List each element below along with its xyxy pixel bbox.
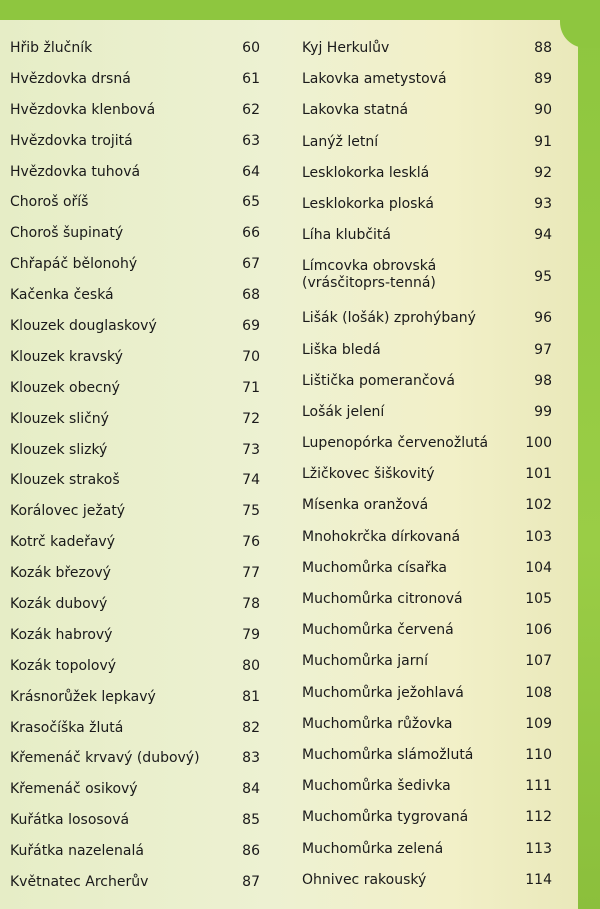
index-entry (10, 411, 260, 442)
entry-name: Líha klubčitá (302, 227, 392, 244)
index-entry (10, 225, 260, 256)
entry-page-number: 86 (242, 843, 260, 860)
entry-name: Lesklokorka lesklá (302, 164, 430, 181)
entry-page-number: 98 (534, 372, 552, 389)
entry-name: Lakovka statná (302, 102, 409, 119)
entry-name: Lžičkovec šiškovitý (302, 466, 435, 483)
entry-name: Choroš oříš (10, 194, 89, 211)
entry-name: Kačenka česká (10, 287, 114, 304)
entry-page-number: 69 (242, 318, 260, 335)
entry-name: Klouzek obecný (10, 379, 120, 396)
index-entry (10, 565, 260, 596)
index-entry (10, 318, 260, 349)
index-entry (10, 349, 260, 380)
index-entry (10, 442, 260, 473)
entry-name: Kozák dubový (10, 596, 108, 613)
entry-name: Mnohokrčka dírkovaná (302, 528, 461, 545)
index-entry (10, 503, 260, 534)
index-entry (302, 591, 552, 622)
index-entry (10, 380, 260, 411)
index-entry (10, 256, 260, 287)
entry-page-number: 77 (242, 565, 260, 582)
entry-page-number: 106 (525, 622, 552, 639)
index-entry (302, 40, 552, 71)
entry-name: Muchomůrka slámožlutá (302, 746, 474, 763)
entry-page-number: 71 (242, 379, 260, 396)
entry-name: Klouzek sličný (10, 410, 109, 427)
entry-page-number: 73 (242, 441, 260, 458)
entry-page-number: 74 (242, 472, 260, 489)
index-entry (302, 497, 552, 528)
entry-name: Klouzek kravský (10, 348, 123, 365)
index-entry (302, 685, 552, 716)
entry-name: Hvězdovka trojitá (10, 132, 133, 149)
entry-name: Klouzek slizký (10, 441, 108, 458)
entry-page-number: 114 (525, 871, 552, 888)
right-green-band (578, 0, 600, 909)
index-entry (10, 164, 260, 195)
entry-page-number: 64 (242, 163, 260, 180)
entry-name: Muchomůrka císařka (302, 559, 447, 576)
entry-name: Kozák topolový (10, 657, 117, 674)
entry-page-number: 100 (525, 435, 552, 452)
entry-name: Muchomůrka červená (302, 622, 454, 639)
entry-page-number: 84 (242, 781, 260, 798)
entry-page-number: 67 (242, 256, 260, 273)
index-entry (302, 165, 552, 196)
entry-name: Křemenáč osikový (10, 781, 138, 798)
entry-page-number: 89 (534, 71, 552, 88)
entry-page-number: 66 (242, 225, 260, 242)
entry-name: Lesklokorka ploská (302, 195, 434, 212)
entry-page-number: 92 (534, 164, 552, 181)
index-entry (302, 716, 552, 747)
entry-page-number: 110 (525, 746, 552, 763)
entry-name: Muchomůrka ježohlavá (302, 684, 464, 701)
index-entry (10, 472, 260, 503)
entry-name: Muchomůrka citronová (302, 591, 463, 607)
index-entry (10, 874, 260, 905)
entry-name: Kozák habrový (10, 626, 113, 643)
entry-name: Lakovka ametystová (302, 71, 447, 88)
index-entry (10, 596, 260, 627)
entry-page-number: 97 (534, 341, 552, 358)
entry-page-number: 102 (525, 497, 552, 514)
entry-name: Krasočíška žlutá (10, 719, 124, 736)
entry-page-number: 68 (242, 287, 260, 304)
index-entry (302, 342, 552, 373)
index-entry (10, 534, 260, 565)
entry-page-number: 91 (534, 133, 552, 150)
entry-name: Kotrč kadeřavý (10, 534, 115, 551)
entry-page-number: 99 (534, 403, 552, 420)
entry-page-number: 87 (242, 874, 260, 891)
index-entry (302, 134, 552, 165)
entry-page-number: 60 (242, 40, 260, 56)
index-entry (302, 622, 552, 653)
corner-decoration (560, 0, 600, 48)
index-entry (302, 809, 552, 840)
entry-page-number: 76 (242, 534, 260, 551)
entry-name: Klouzek douglaskový (10, 318, 157, 335)
index-entry (302, 529, 552, 560)
entry-name: Muchomůrka zelená (302, 840, 444, 857)
entry-name: Muchomůrka růžovka (302, 715, 453, 732)
entry-page-number: 107 (525, 653, 552, 670)
entry-page-number: 85 (242, 812, 260, 829)
entry-page-number: 72 (242, 410, 260, 427)
entry-name: Ohnivec rakouský (302, 871, 427, 888)
entry-name: Lošák jelení (302, 403, 385, 420)
entry-page-number: 75 (242, 503, 260, 520)
entry-page-number: 80 (242, 657, 260, 674)
entry-name: Hřib žlučník (10, 40, 93, 56)
entry-name: Lištička pomerančová (302, 372, 455, 389)
index-entry (10, 812, 260, 843)
entry-page-number: 109 (525, 715, 552, 732)
entry-name: Křemenáč krvavý (dubový) (10, 750, 200, 767)
entry-name: Květnatec Archerův (10, 874, 149, 891)
entry-name: Klouzek strakoš (10, 472, 120, 489)
entry-name: Kuřátka lososová (10, 812, 130, 829)
index-column-right (302, 40, 552, 903)
index-entry (10, 843, 260, 874)
entry-page-number: 112 (525, 809, 552, 826)
entry-name: Hvězdovka klenbová (10, 101, 156, 118)
index-entry (302, 227, 552, 258)
entry-name: Hvězdovka tuhová (10, 163, 141, 180)
entry-name: Kyj Herkulův (302, 40, 390, 56)
entry-name: Muchomůrka tygrovaná (302, 809, 469, 826)
entry-name: Lišák (lošák) zprohýbaný (302, 310, 476, 327)
entry-page-number: 113 (525, 840, 552, 857)
entry-name: Choroš šupinatý (10, 225, 124, 242)
index-entry (10, 689, 260, 720)
entry-page-number: 104 (525, 559, 552, 576)
entry-name: Muchomůrka šedivka (302, 778, 451, 795)
index-entry (302, 653, 552, 684)
entry-page-number: 70 (242, 348, 260, 365)
index-entry (302, 196, 552, 227)
entry-page-number: 103 (525, 528, 552, 545)
entry-name: Lanýž letní (302, 133, 379, 150)
index-entry (302, 102, 552, 133)
index-entry (302, 778, 552, 809)
entry-page-number: 62 (242, 101, 260, 118)
index-entry (10, 627, 260, 658)
top-green-band (0, 0, 600, 20)
index-entry (10, 720, 260, 751)
entry-name: Chřapáč bělonohý (10, 256, 138, 273)
index-entry (302, 71, 552, 102)
entry-page-number: 88 (534, 40, 552, 56)
index-entry (302, 841, 552, 872)
entry-name: Muchomůrka jarní (302, 653, 428, 670)
entry-page-number: 65 (242, 194, 260, 211)
entry-page-number: 82 (242, 719, 260, 736)
index-entry (302, 560, 552, 591)
entry-name: Kozák březový (10, 565, 111, 582)
entry-page-number: 93 (534, 195, 552, 212)
entry-name: Kuřátka nazelenalá (10, 843, 144, 860)
entry-page-number: 111 (525, 778, 552, 795)
entry-page-number: 90 (534, 102, 552, 119)
index-entry (302, 404, 552, 435)
index-entry (10, 71, 260, 102)
index-entry (302, 310, 552, 341)
index-entry (302, 747, 552, 778)
index-entry (10, 133, 260, 164)
index-entry (302, 872, 552, 903)
index-entry (10, 102, 260, 133)
entry-name: Hvězdovka drsná (10, 70, 131, 87)
entry-page-number: 108 (525, 684, 552, 701)
index-entry (302, 435, 552, 466)
index-entry (10, 40, 260, 71)
index-entry (302, 466, 552, 497)
entry-page-number: 81 (242, 688, 260, 705)
entry-page-number: 78 (242, 596, 260, 613)
entry-name: Krásnorůžek lepkavý (10, 688, 156, 705)
entry-page-number: 101 (525, 466, 552, 483)
entry-page-number: 96 (534, 310, 552, 327)
entry-name: Mísenka oranžová (302, 497, 429, 514)
entry-name: Liška bledá (302, 341, 381, 358)
entry-page-number: 83 (242, 750, 260, 767)
entry-name: Lupenopórka červenožlutá (302, 435, 489, 452)
entry-page-number: 63 (242, 132, 260, 149)
index-entry (10, 781, 260, 812)
entry-page-number: 105 (525, 591, 552, 607)
entry-page-number: 61 (242, 70, 260, 87)
index-entry (302, 258, 552, 310)
entry-page-number: 95 (534, 269, 552, 286)
index-entry (302, 373, 552, 404)
index-entry (10, 287, 260, 318)
entry-name: Límcovka obrovská (vrásčitoprs-tenná) (302, 258, 437, 292)
index-entry (10, 750, 260, 781)
index-entry (10, 194, 260, 225)
entry-page-number: 79 (242, 626, 260, 643)
entry-page-number: 94 (534, 227, 552, 244)
index-entry (10, 658, 260, 689)
entry-name: Korálovec ježatý (10, 503, 126, 520)
index-column-left (10, 40, 260, 905)
